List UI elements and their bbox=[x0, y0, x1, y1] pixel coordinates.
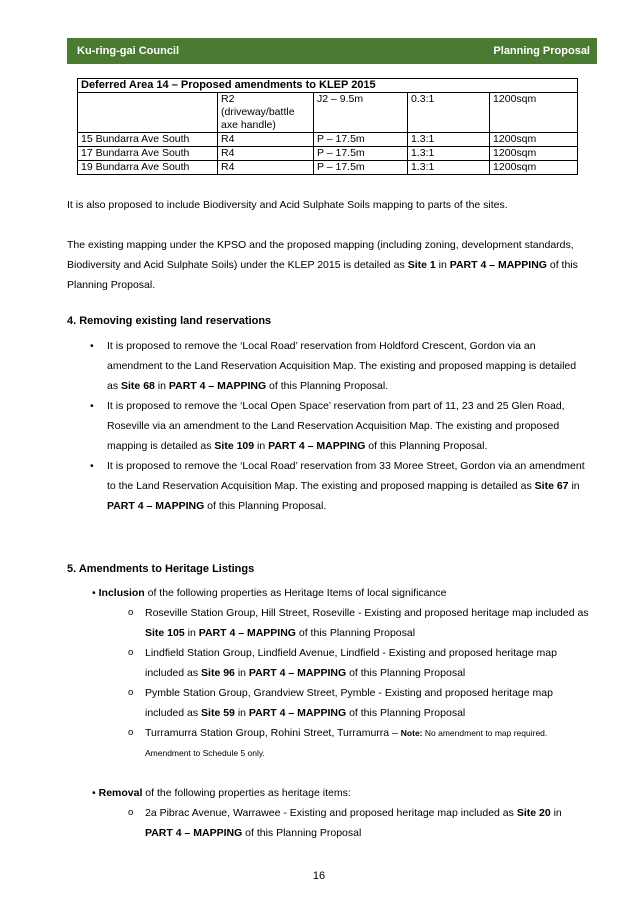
table-cell: 1200sqm bbox=[490, 93, 578, 133]
table-cell: J2 – 9.5m bbox=[314, 93, 408, 133]
site-ref: Site 20 bbox=[516, 807, 551, 819]
part-ref: PART 4 – MAPPING bbox=[145, 827, 243, 839]
circle-bullet-icon: o bbox=[128, 807, 134, 818]
table-title: Deferred Area 14 – Proposed amendments to KLEP 2015 bbox=[78, 79, 490, 93]
part-ref: PART 4 – MAPPING bbox=[248, 707, 347, 719]
inclusion-list bbox=[128, 603, 590, 763]
list-item: • It is proposed to remove the ‘Local Road’ reservation from Holdford Crescent, Gordon via an amendment to the Land Reservation Acquisition Map. The existing and proposed mapping is detailed as Site 68 in PART 4 – MAPPING of this Planning Proposal. bbox=[88, 336, 588, 396]
header-org: Ku-ring-gai Council bbox=[77, 45, 180, 57]
table-row bbox=[78, 93, 578, 133]
table-row bbox=[78, 147, 578, 161]
table-row bbox=[78, 161, 578, 175]
list-item: o 2a Pibrac Avenue, Warrawee - Existing and proposed heritage map included as Site 20 in PART 4 – MAPPING of this Planning Proposal bbox=[128, 803, 590, 843]
table-cell: 17 Bundarra Ave South bbox=[78, 147, 218, 161]
section-4-heading: 4. Removing existing land reservations bbox=[67, 315, 272, 327]
circle-bullet-icon: o bbox=[128, 647, 134, 658]
table-cell: 1200sqm bbox=[490, 133, 578, 147]
part-ref: PART 4 – MAPPING bbox=[107, 500, 205, 512]
page-number: 16 bbox=[312, 870, 326, 882]
circle-bullet-icon: o bbox=[128, 687, 134, 698]
table-cell: 1.3:1 bbox=[408, 133, 490, 147]
table-cell: 1.3:1 bbox=[408, 161, 490, 175]
site-ref: Site 109 bbox=[214, 440, 255, 452]
list-item: o Roseville Station Group, Hill Street, Roseville - Existing and proposed heritage map included as Site 105 in PART 4 – MAPPING of this Planning Proposal bbox=[128, 603, 590, 643]
amendments-table bbox=[77, 78, 578, 175]
part-ref: PART 4 – MAPPING bbox=[268, 440, 366, 452]
note-label: Note: bbox=[400, 728, 423, 738]
site-ref: Site 67 bbox=[534, 480, 569, 492]
site-ref: Site 1 bbox=[407, 259, 436, 271]
table-row bbox=[78, 133, 578, 147]
table-cell: P – 17.5m bbox=[314, 133, 408, 147]
list-item: • It is proposed to remove the ‘Local Road’ reservation from 33 Moree Street, Gordon via an amendment to the Land Reservation Acquisition Map. The existing and proposed mapping is detailed as Site 67 in PART 4 – MAPPING of this Planning Proposal. bbox=[88, 456, 588, 516]
table-cell: P – 17.5m bbox=[314, 161, 408, 175]
bullet-icon: • bbox=[90, 340, 94, 352]
table-cell: 15 Bundarra Ave South bbox=[78, 133, 218, 147]
table-cell: 19 Bundarra Ave South bbox=[78, 161, 218, 175]
table-cell bbox=[78, 93, 218, 133]
table-cell: R2 (driveway/battle axe handle) bbox=[218, 93, 314, 133]
part-ref: PART 4 – MAPPING bbox=[449, 259, 547, 271]
list-item: o Turramurra Station Group, Rohini Street, Turramurra – Note: No amendment to map required. Amendment to Schedule 5 only. bbox=[128, 723, 590, 763]
site-ref: Site 59 bbox=[201, 707, 235, 719]
removal-line: • Removal of the following properties as heritage items: bbox=[92, 787, 351, 799]
site-ref: Site 96 bbox=[201, 667, 235, 679]
part-ref: PART 4 – MAPPING bbox=[198, 627, 296, 639]
table-cell: 0.3:1 bbox=[408, 93, 490, 133]
section-5-heading: 5. Amendments to Heritage Listings bbox=[67, 563, 255, 575]
section-4-list bbox=[88, 336, 588, 516]
table-cell: R4 bbox=[218, 147, 314, 161]
table-cell: 1200sqm bbox=[490, 161, 578, 175]
paragraph-existing-mapping: The existing mapping under the KPSO and the proposed mapping (including zoning, development standards, Biodiversity and Acid Sulphate Soils) under the KLEP 2015 is detailed as Site 1 in PART 4 – MAPPING of this Planning Proposal. bbox=[67, 239, 578, 291]
bullet-icon: • bbox=[92, 787, 96, 799]
table-cell: R4 bbox=[218, 133, 314, 147]
table-cell: R4 bbox=[218, 161, 314, 175]
site-ref: Site 68 bbox=[121, 380, 155, 392]
list-item: o Pymble Station Group, Grandview Street, Pymble - Existing and proposed heritage map included as Site 59 in PART 4 – MAPPING of this Planning Proposal bbox=[128, 683, 590, 723]
part-ref: PART 4 – MAPPING bbox=[168, 380, 267, 392]
removal-list bbox=[128, 803, 590, 843]
list-item: o Lindfield Station Group, Lindfield Avenue, Lindfield - Existing and proposed heritage map included as Site 96 in PART 4 – MAPPING of this Planning Proposal bbox=[128, 643, 590, 683]
table-title-row bbox=[78, 79, 578, 93]
bullet-icon: • bbox=[90, 460, 94, 472]
circle-bullet-icon: o bbox=[128, 727, 134, 738]
note-text: No amendment to map required. Amendment to Schedule 5 only. bbox=[145, 728, 548, 758]
table-cell: 1.3:1 bbox=[408, 147, 490, 161]
bullet-icon: • bbox=[92, 587, 96, 599]
page-header bbox=[67, 38, 597, 64]
list-item: • It is proposed to remove the ‘Local Open Space’ reservation from part of 11, 23 and 25 Glen Road, Roseville via an amendment to the Land Reservation Acquisition Map. The existing and proposed mapping is detailed as Site 109 in PART 4 – MAPPING of this Planning Proposal. bbox=[88, 396, 588, 456]
table-cell: P – 17.5m bbox=[314, 147, 408, 161]
table-cell: 1200sqm bbox=[490, 147, 578, 161]
part-ref: PART 4 – MAPPING bbox=[248, 667, 347, 679]
circle-bullet-icon: o bbox=[128, 607, 134, 618]
site-ref: Site 105 bbox=[145, 627, 185, 639]
bullet-icon: • bbox=[90, 400, 94, 412]
paragraph-biodiversity: It is also proposed to include Biodiversity and Acid Sulphate Soils mapping to parts of the sites. bbox=[67, 199, 508, 211]
header-doc-type: Planning Proposal bbox=[493, 45, 590, 57]
inclusion-line: • Inclusion of the following properties as Heritage Items of local significance bbox=[92, 587, 447, 599]
